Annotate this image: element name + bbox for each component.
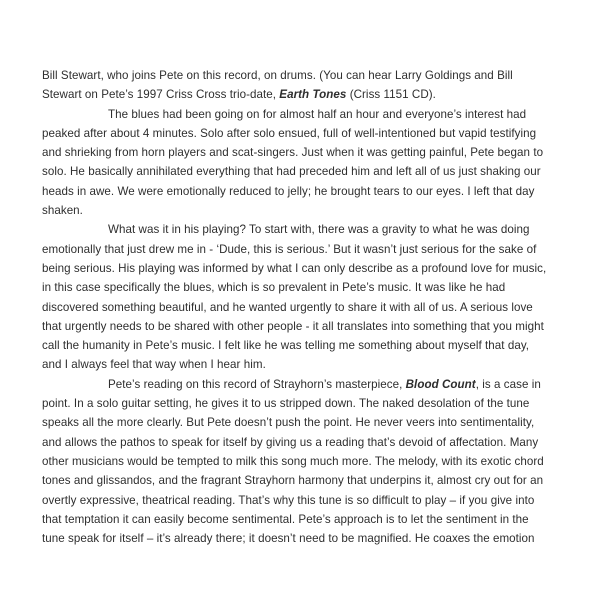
paragraph-first-line [42,375,572,394]
text-segment: speaks all the more clearly. But Pete doesn’t push the point. He never veers into sentimentality, [42,416,535,430]
text-segment: tones and glissandos, and the fragrant Strayhorn harmony that underpins it, almost cry out for an [42,474,544,488]
text-segment: , is a case in [475,377,541,391]
text-segment: What was it in his playing? To start with, there was a gravity to what he was doing [108,223,530,237]
text-segment: discovered something beautiful, and he wanted urgently to share it with all of us. A serious love [42,300,533,314]
text-line [42,201,572,220]
text-segment: Bill Stewart, who joins Pete on this record, on drums. (You can hear Larry Goldings and Bill [42,69,513,82]
text-segment: peaked after about 4 minutes. Solo after solo ensued, full of well-intentioned but vapid testifying [42,126,537,140]
text-line [42,259,572,278]
text-segment: call the humanity in Pete’s music. I felt like he was telling me something about myself that day, [42,339,530,353]
text-line [42,298,572,317]
text-segment: (Criss 1151 CD). [346,88,436,102]
text-segment: in this case specifically the blues, which is so prevalent in Pete’s music. It was like he had [42,281,506,295]
text-line [42,394,572,413]
text-segment: and shrieking from horn players and scat-singers. Just when it was getting painful, Pete began to [42,146,544,160]
text-segment: tune speak for itself – it’s already there; it doesn’t need to be magnified. He coaxes the emotion [42,532,535,546]
text-segment: and allows the pathos to speak for itself by giving us a reading that’s devoid of affectation. Many [42,435,539,449]
text-segment: emotionally that just drew me in - ‘Dude, this is serious.’ But it wasn’t just serious for the sake of [42,242,537,256]
text-segment: heads in awe. We were emotionally reduced to jelly; he brought tears to our eyes. I left that day [42,184,535,198]
text-line [42,510,572,529]
text-line [42,433,572,452]
text-segment: that temptation it can easily become sentimental. Pete’s approach is to let the sentiment in the [42,512,529,526]
text-line [42,240,572,259]
text-segment: solo. He basically annihilated everything that had preceded him and left all of us just shaking our [42,165,541,179]
text-line [42,471,572,490]
text-segment: The blues had been going on for almost half an hour and everyone’s interest had [108,107,527,121]
text-segment: other musicians would be tempted to milk this song much more. The melody, with its exotic chord [42,454,544,468]
text-line [42,278,572,297]
text-line [42,85,572,104]
text-line [42,143,572,162]
paragraph-first-line [42,105,572,124]
text-segment: being serious. His playing was informed by what I can only describe as a profound love for music, [42,261,547,275]
text-segment: Pete’s reading on this record of Strayhorn’s masterpiece, [108,377,406,391]
paragraph-first-line [42,220,572,239]
text-segment: that urgently needs to be shared with other people - it all translates into something that you might [42,319,544,333]
text-line [42,124,572,143]
text-segment: point. In a solo guitar setting, he gives it to us stripped down. The naked desolation of the tune [42,397,530,411]
album-title: Blood Count [405,377,476,391]
text-line [42,491,572,510]
text-line [42,317,572,336]
document-page [42,66,572,548]
text-line [42,529,572,548]
text-segment: overtly expressive, theatrical reading. That’s why this tune is so difficult to play – if you give into [42,493,535,507]
text-line [42,355,572,374]
text-line [42,182,572,201]
text-line [42,162,572,181]
album-title: Earth Tones [279,88,347,102]
text-segment: Stewart on Pete’s 1997 Criss Cross trio-date, [42,88,280,102]
text-line [42,413,572,432]
text-line [42,66,572,85]
text-line [42,452,572,471]
text-segment: and I always feel that way when I hear him. [42,358,266,372]
text-segment: shaken. [42,204,83,218]
text-line [42,336,572,355]
